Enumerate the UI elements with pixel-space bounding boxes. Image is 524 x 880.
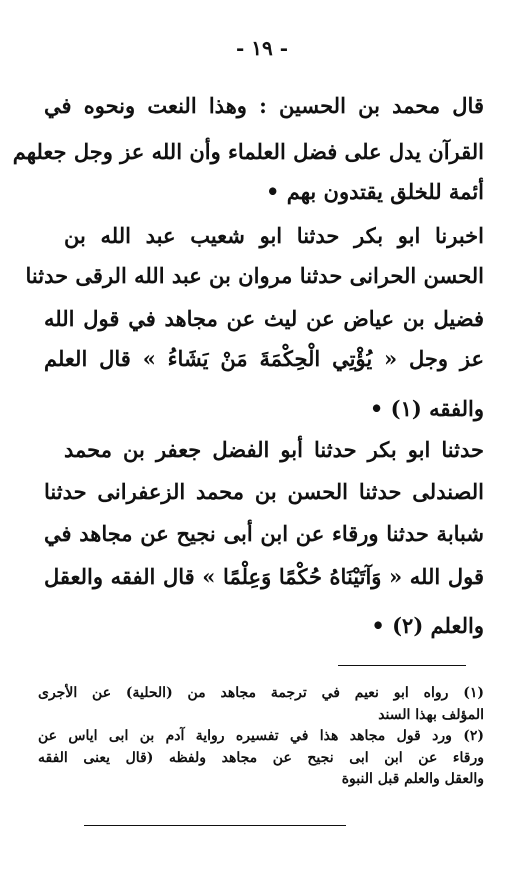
footnote-line-3: (٢) ورد قول مجاهد هذا في تفسيره رواية آدم بن ابى اياس عن xyxy=(38,728,484,744)
footnote-line-1: (١) رواه ابو نعيم في ترجمة مجاهد من (الحلية) عن الأجرى xyxy=(38,685,484,701)
footnote-line-2: المؤلف بهذا السند xyxy=(378,707,484,723)
body-line-2: القرآن يدل على فضل العلماء وأن الله عز وجل جعلهم xyxy=(12,139,484,164)
body-line-5: الحسن الحرانى حدثنا مروان بن عبد الله الرقى حدثنا xyxy=(25,263,484,288)
footnote-separator xyxy=(338,665,466,666)
body-line-10: الصندلى حدثنا الحسن بن محمد الزعفرانى حدثنا xyxy=(44,479,484,504)
footnote-line-5: والعقل والعلم قبل النبوة xyxy=(341,771,484,787)
body-line-6: فضيل بن عياض عن ليث عن مجاهد في قول الله xyxy=(44,306,484,331)
body-line-7: عز وجل « يُؤْتِي الْحِكْمَةَ مَنْ يَشَاءُ » قال العلم xyxy=(44,346,484,371)
footnote-line-4: ورقاء عن ابن ابى نجيح عن مجاهد ولفظه (قال يعنى الفقه xyxy=(38,750,484,766)
body-line-3: أئمة للخلق يقتدون بهم • xyxy=(265,179,484,204)
bottom-rule xyxy=(84,825,346,826)
body-line-12: قول الله « وَآتَيْنَاهُ حُكْمًا وَعِلْمًا » قال الفقه والعقل xyxy=(44,564,484,589)
body-line-9: حدثنا ابو بكر حدثنا أبو الفضل جعفر بن محمد xyxy=(64,437,484,462)
body-line-13: والعلم (٢) • xyxy=(371,613,484,638)
body-line-11: شبابة حدثنا ورقاء عن ابن أبى نجيح عن مجاهد في xyxy=(44,521,484,546)
body-line-1: قال محمد بن الحسين : وهذا النعت ونحوه في xyxy=(44,93,484,118)
body-line-8: والفقه (١) • xyxy=(369,396,484,421)
body-line-4: اخبرنا ابو بكر حدثنا ابو شعيب عبد الله بن xyxy=(64,223,484,248)
page-number: - ١٩ - xyxy=(235,36,288,60)
